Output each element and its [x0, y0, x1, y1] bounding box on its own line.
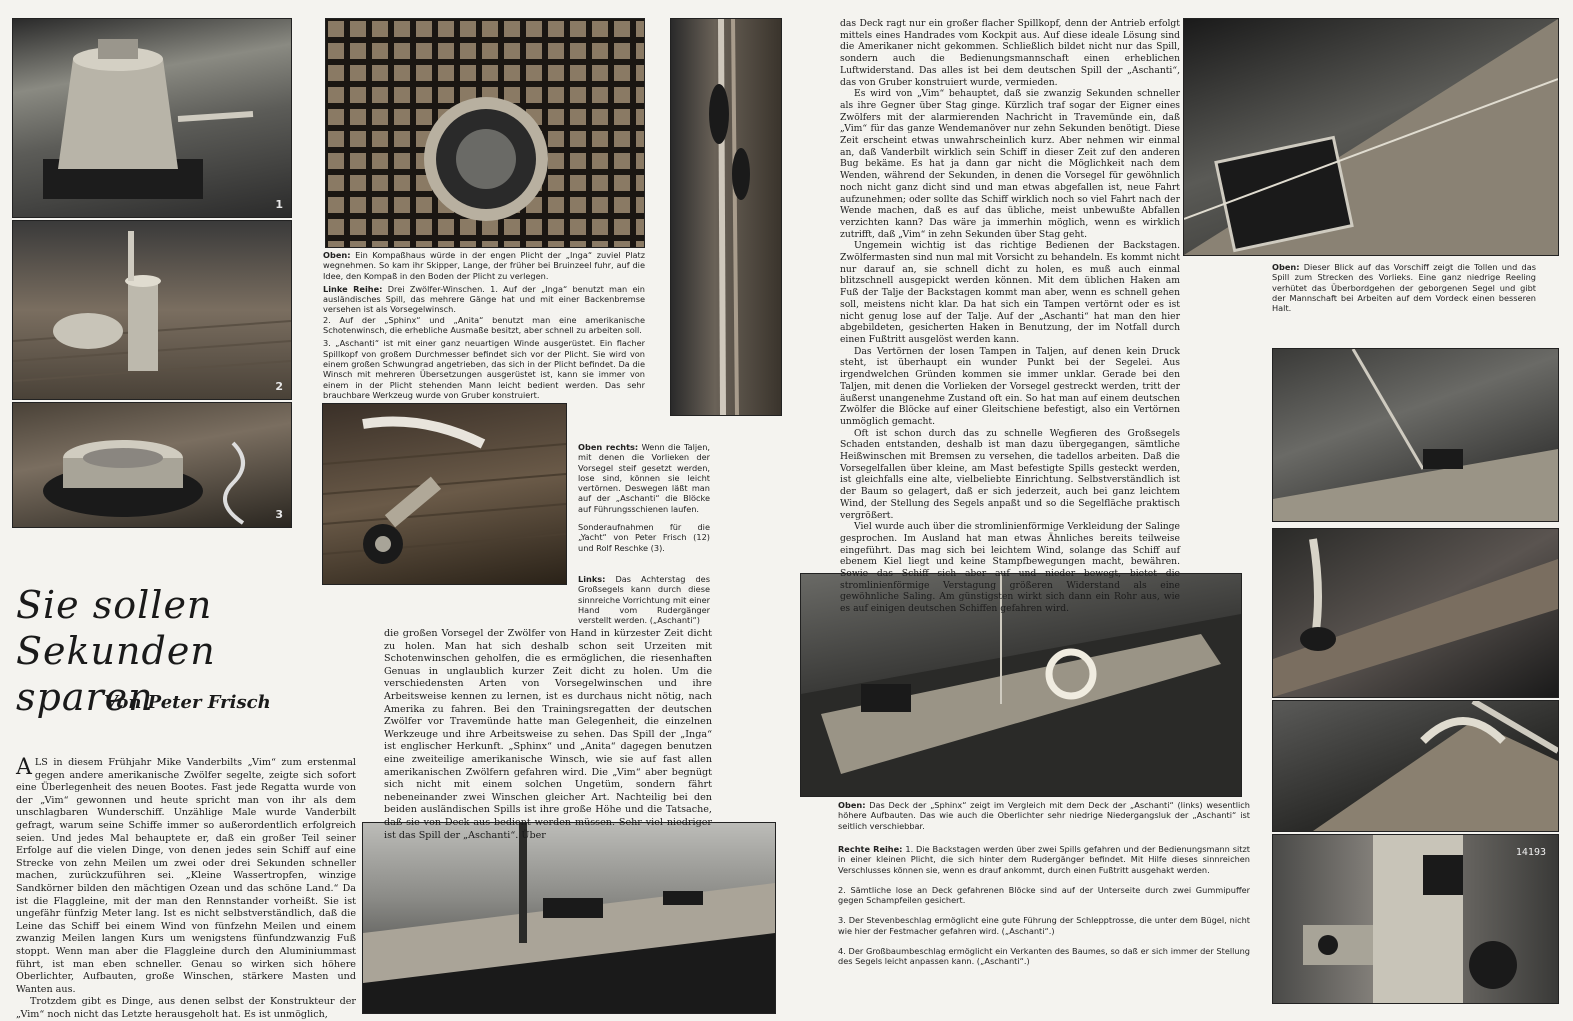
- winch-icon: [13, 19, 291, 217]
- photo-number: 2: [275, 380, 283, 393]
- winch-photo-1: [12, 18, 292, 218]
- caption-lead: Oben rechts:: [578, 442, 639, 452]
- compass-icon: [326, 19, 644, 247]
- aschanti-deck-photo: [362, 822, 776, 1014]
- caption-text: 3. „Aschanti“ ist mit einer ganz neuartigen Winde ausgerüstet. Ein flacher Spillkopf von großem Durchmesser befindet sich vor der Plicht. Sie wird von einem großen Schwungrad angetrieben, das sich in der Plicht befindet. Da die Winsch mit mehreren Übersetzungen ausgerüstet ist, kann sie immer von einem in der Plicht stehenden Mann leicht bedient werden. Das sehr brauchbare Werkzeug wurde von Gruber konstruiert.: [323, 338, 645, 400]
- article-column-2: [384, 628, 712, 842]
- deck-icon: [1184, 19, 1558, 255]
- caption-text: 2. Auf der „Sphinx“ und „Anita“ benutzt man eine amerikanische Schotenwinsch, die erhebliche Ausmaße besitzt, aber schnell zu arbeiten soll.: [323, 314, 645, 336]
- caption-text: Das Deck der „Sphinx“ zeigt im Vergleich mit dem Deck der „Aschanti“ (links) wesentlich höhere Aufbauten. Das wie auch die Oberlichter sehr niedrige Niedergangsluk der „Aschanti“ ist seitlich verschiebbar.: [838, 800, 1250, 831]
- caption-text: Dieser Blick auf das Vorschiff zeigt die Tollen und das Spill zum Strecken des Vorlieks. Eine ganz niedrige Reeling verhütet das Überbordgehen der geborgenen Segel und gibt der Mannschaft bei Arbeiten auf dem Vordeck einen besseren Halt.: [1272, 262, 1537, 314]
- backstay-icon: [323, 404, 566, 584]
- right-row-photo-3: [1272, 700, 1559, 832]
- photo-mark: 14193: [1515, 847, 1546, 858]
- article-column-3: [840, 18, 1180, 615]
- foredeck-caption: [1272, 262, 1536, 316]
- bow-fitting-icon: [1273, 701, 1558, 831]
- caption-text: 4. Der Großbaumbeschlag ermöglicht ein Verkanten des Baumes, so daß er sich immer der Stellung des Segels leicht anpassen kann. („Aschanti“.): [838, 946, 1250, 967]
- blocks-caption: [578, 442, 710, 517]
- photo-number: 1: [275, 198, 283, 211]
- backstay-caption: [578, 574, 710, 628]
- boom-fitting-icon: [1273, 835, 1558, 1003]
- credits-text: Sonderaufnahmen für die „Yacht“ von Peter Frisch (12) und Rolf Reschke (3).: [578, 522, 710, 553]
- right-row-photo-4: [1272, 834, 1559, 1004]
- paragraph: Trotzdem gibt es Dinge, aus denen selbst der Konstrukteur der „Vim“ noch nicht das Letzte herausgeholt hat. Es ist unmöglich,: [16, 996, 356, 1020]
- block-photo: [670, 18, 782, 416]
- paragraph: das Deck ragt nur ein großer flacher Spillkopf, denn der Antrieb erfolgt mittels eines Handrades vom Kockpit aus. Auf diese ideale Lösung sind die Amerikaner nicht gekommen. Schließlich bildet nicht nur das Spill, sondern auch die Bedienungsmannschaft einen erheblichen Luftwiderstand. Das alles ist bei dem deutschen Spill der „Aschanti“, das von Gruber konstruiert wurde, vermieden.: [840, 18, 1180, 88]
- paragraph: Es wird von „Vim“ behauptet, daß sie zwanzig Sekunden schneller als ihre Gegner über Stag ginge. Kürzlich traf sogar der Eigner eines Zwölfers mit der alarmierenden Nachricht in Travemünde ein, daß „Vim“ für das ganze Wendemanöver nur zehn Sekunden benötigt. Diese Zeit erscheint etwas unwahrscheinlich kurz. Aber nehmen wir einmal an, daß Vanderbilt wirklich sein Schiff in dieser Zeit zuf den anderen Bug bekäme. Es hat ja dann gar nicht die Möglichkeit nach dem Wenden, während der Sekunden, in denen die Vorsegel für gewöhnlich noch nicht ganz dicht sind und man etwas abgefallen ist, neue Fahrt aufzunehmen; oder sollte das Schiff wirklich noch so viel Fahrt nach der Wende machen, daß es auf das übliche, meist unbewußte Abfallen verzichten kann? Das wäre ja immerhin möglich, wenn es wirklich zutrifft, daß „Vim“ in zehn Sekunden über Stag geht.: [840, 88, 1180, 240]
- article-byline: Von Peter Frisch: [104, 692, 271, 713]
- caption-lead: Rechte Reihe:: [838, 844, 903, 854]
- foredeck-photo: [1183, 18, 1559, 256]
- right-row-caption: [838, 844, 1250, 970]
- caption-text: Drei Zwölfer-Winschen. 1. Auf der „Inga“ benutzt man ein ausländisches Spill, das mehrere Gänge hat und mit einer Backenbremse versehen ist als Vorsegelwinsch.: [323, 283, 645, 315]
- photo-credits: [578, 522, 710, 556]
- winch-photo-2: [12, 220, 292, 400]
- paragraph: die großen Vorsegel der Zwölfer von Hand in kürzester Zeit dicht zu holen. Man hat sich deshalb schon seit Urzeiten mit Schotenwinschen geholfen, die es ermöglichen, die riesenhaften Genuas in unglaublich kurzer Zeit dicht zu holen. Um die verschiedensten Arten von Vorsegelwinschen und ihre Arbeitsweise kennen zu lernen, ist es durchaus nicht nötig, nach Amerika zu fahren. Bei den Trainingsregatten der deutschen Zwölfer vor Travemünde hatte man Gelegenheit, die einzelnen Werkzeuge und ihre Arbeitsweise zu sehen. Das Spill der „Inga“ ist englischer Herkunft. „Sphinx“ und „Anita“ dagegen benutzen eine zweiteilige amerikanische Winsch, wie sie auf fast allen amerikanischen Zwölfern gefahren wird. Die „Vim“ aber begnügt sich nicht mit einem solchen Ungetüm, sondern fährt nebeneinander zwei Winschen gleicher Art. Nachteilig bei den beiden ausländischen Spills ist ihre große Höhe und die Tatsache, daß sie von Deck aus bedient werden müssen. Sehr viel niedriger ist das Spill der „Aschanti“. Über: [384, 628, 712, 841]
- block-icon: [671, 19, 781, 415]
- photo-number: 3: [275, 508, 283, 521]
- headline-line-2: Sekunden sparen: [16, 629, 216, 719]
- right-row-photo-1: [1272, 348, 1559, 522]
- paragraph: LS in diesem Frühjahr Mike Vanderbilts „Vim“ zum erstenmal gegen andere amerikanische Zwölfer segelte, zeigte sich sofort eine Überlegenheit des neuen Bootes. Fast jede Regatta wurde von der „Vim“ gewonnen und heute spricht man von ihr als dem unschlagbaren Wunderschiff. Unzählige Male wurde Vanderbilt gefragt, warum seine Schiffe immer so außerordentlich erfolgreich seien. Und jedes Mal behauptete er, daß ein großer Teil seiner Erfolge auf die vielen Dinge, von denen jedes sein Schiff auf eine Strecke von zehn Meilen um zwei oder drei Sekunden schneller machen, zurückzuführen sei. „Kleine Wassertropfen, winzige Sandkörner bilden den mächtigen Ozean und das schöne Land.“ Da ist die Flaggleine, mit der man den Rennstander vorheißt. Sie ist ungefähr fünfzig Meter lang. Ist es nicht selbstverständlich, daß die Leine das Schiff bei einem Wind von fünfzehn Meilen und einem zwanzig Meilen langen Kurs um wenigstens fünfundzwanzig Fuß stoppt. Wenn man aber die Flaggleine durch den Aluminiummast führt, ist man eben schneller. Genau so wirken sich höhere Oberlichter, Aufbauten, große Winschen, stärkere Masten und Wanten aus.: [16, 757, 356, 995]
- backstay-photo: [322, 403, 567, 585]
- caption-lead: Links:: [578, 574, 606, 584]
- paragraph: Ungemein wichtig ist das richtige Bedienen der Backstagen. Zwölfermasten sind nun mal mit Vorsicht zu behandeln. Es kommt nicht nur darauf an, sie schnell dicht zu holen, es muß auch einmal blitzschnell ausgepickt werden können. Mit dem üblichen Haken am Fuß der Talje der Backstagen kommt man aber, wenn es schnell gehen soll, meistens nicht klar. Da hat sich ein Tampen vertörnt oder es ist nicht genug lose auf der Talje. Auf der „Aschanti“ hat man den hier abgebildeten, gesicherten Haken in Benutzung, der im Notfall durch einen Fußtritt ausgelöst werden kann.: [840, 240, 1180, 345]
- compass-photo: [325, 18, 645, 248]
- article-column-1: [16, 757, 356, 1021]
- caption-lead: Oben:: [1272, 262, 1300, 272]
- drop-cap: A: [16, 755, 32, 780]
- winch-icon: [13, 403, 291, 527]
- sphinx-caption: [838, 800, 1250, 834]
- caption-lead: Linke Reihe:: [323, 283, 383, 294]
- caption-lead: Oben:: [323, 250, 351, 260]
- compass-caption: [323, 250, 645, 403]
- caption-text: 2. Sämtliche lose an Deck gefahrenen Blöcke sind auf der Unterseite durch zwei Gummipuffer gegen Schampfeilen gesichert.: [838, 884, 1250, 906]
- backstay-icon: [1273, 349, 1558, 521]
- caption-text: Wenn die Taljen, mit denen die Vorlieken der Vorsegel steif gesetzt werden, lose sind, können sie leicht vertörnen. Deswegen läßt man auf der „Aschanti“ die Blöcke auf Führungsschienen laufen.: [578, 442, 710, 514]
- block-icon: [1273, 529, 1558, 697]
- caption-text: Das Achterstag des Großsegels kann durch diese sinnreiche Vorrichtung mit einer Hand vom Rudergänger verstellt werden. („Aschanti“): [578, 574, 710, 626]
- paragraph: Oft ist schon durch das zu schnelle Wegfieren des Großsegels Schaden entstanden, deshalb ist man dazu übergegangen, sämtliche Heißwinschen mit Bremsen zu versehen, die tadellos arbeiten. Daß die Vorsegelfallen über kleine, am Mast befestigte Spills gesteckt werden, ist gleichfalls eine alte, vielbeliebte Einrichtung. Selbstverständlich ist der Baum so gelagert, daß er sich jederzeit, auch bei ganz leichtem Wind, der Stellung des Segels anpaßt und so die Segelfläche praktisch vergrößert.: [840, 427, 1180, 521]
- caption-text: 1. Die Backstagen werden über zwei Spills gefahren und der Bedienungsmann sitzt in einer kleinen Plicht, die sich hinter dem Rudergänger befindet. Mit Hilfe dieses sinnreichen Verschlusses können sie, wenn es drauf ankommt, durch einen Fußtritt ausgehakt werden.: [838, 844, 1250, 875]
- right-row-photo-2: [1272, 528, 1559, 698]
- deck-icon: [363, 823, 775, 1013]
- winch-photo-3: [12, 402, 292, 528]
- caption-text: Ein Kompaßhaus würde in der engen Plicht der „Inga“ zuviel Platz wegnehmen. So kam ihr Skipper, Lange, der früher bei Bruinzeel fuhr, auf die Idee, den Kompaß in den Boden der Plicht zu verlegen.: [323, 250, 645, 281]
- winch-icon: [13, 221, 291, 399]
- paragraph: Viel wurde auch über die stromlinienförmige Verkleidung der Salinge gesprochen. Im Ausland hat man etwas Ähnliches bereits teilweise eingeführt. Das mag sich bei leichtem Wind, solange das Schiff auf ebenem Kiel liegt und keine Stampfbewegungen macht, bewähren. Sowie das Schiff sich aber auf und nieder bewegt, bietet die stromlinienförmige Verstagung größeren Widerstand als eine gewöhnliche Saling. Am günstigsten wirkt sich dann ein Rohr aus, wie es auf einigen deutschen Schiffen gefahren wird.: [840, 521, 1180, 615]
- caption-text: 3. Der Stevenbeschlag ermöglicht eine gute Führung der Schlepptrosse, die unter dem Bügel, nicht wie hier der Festmacher gefahren wird. („Aschanti“.): [838, 915, 1250, 936]
- headline-line-1: Sie sollen: [16, 583, 213, 627]
- paragraph: Das Vertörnen der losen Tampen in Taljen, auf denen kein Druck steht, ist überhaupt ein wunder Punkt bei der Segelei. Aus irgendwelchen Gründen kommen sie immer unklar. Gerade bei den Taljen, mit denen die Vorlieken der Vorsegel gestreckt werden, tritt der äußerst unangenehme Zustand oft ein. So hat man auf einem deutschen Zwölfer die Blöcke auf einer Gleitschiene befestigt, also ein Vertörnen unmöglich gemacht.: [840, 345, 1180, 427]
- caption-lead: Oben:: [838, 800, 866, 810]
